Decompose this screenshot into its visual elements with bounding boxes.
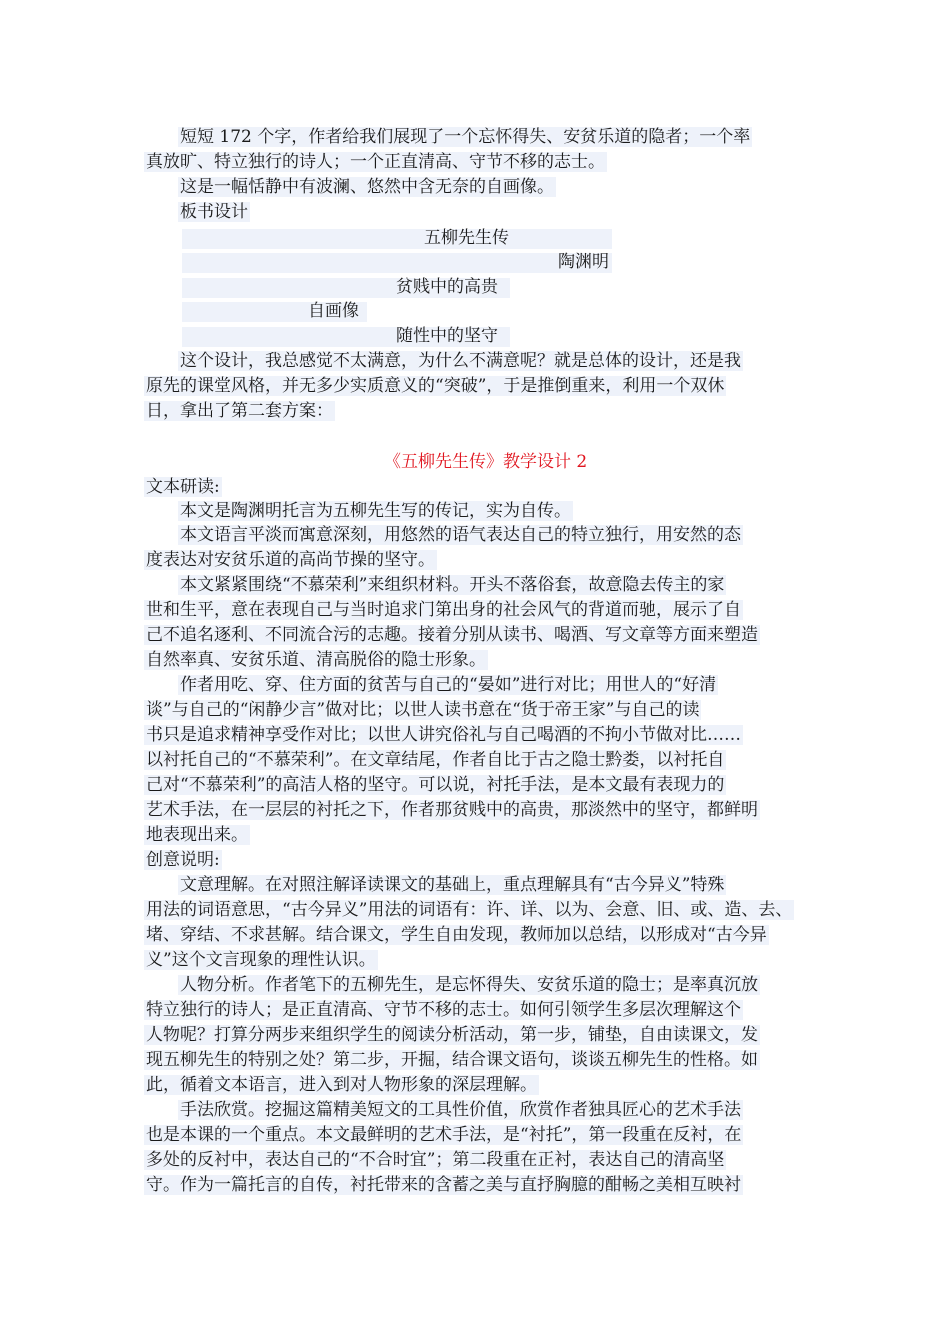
paragraph-line (0, 599, 950, 623)
paragraph-line (0, 350, 950, 374)
text-line: 原先的课堂风格，并无多少实质意义的“突破”，于是推倒重来，利用一个双休 (146, 376, 725, 396)
subheading (0, 476, 950, 500)
text-line: 日，拿出了第二套方案： (146, 401, 333, 421)
text-line: 义”这个文言现象的理性认识。 (146, 950, 376, 970)
text-line: 特立独行的诗人；是正直清高、守节不移的志士。如何引领学生多层次理解这个 (146, 1000, 741, 1020)
text-line: 本文紧紧围绕“不慕荣利”来组织材料。开头不落俗套，故意隐去传主的家 (180, 575, 725, 595)
paragraph-line (0, 699, 950, 723)
text-line: 也是本课的一个重点。本文最鲜明的艺术手法，是“衬托”，第一段重在反衬，在 (146, 1125, 742, 1145)
paragraph-line (0, 400, 950, 424)
paragraph-line (0, 1099, 950, 1123)
board-row (0, 300, 950, 324)
board-author: 陶渊明 (558, 252, 609, 272)
paragraph-line (0, 549, 950, 573)
text-line: 人物分析。作者笔下的五柳先生，是忘怀得失、安贫乐道的隐士；是率真沉放 (180, 975, 758, 995)
board-row (0, 276, 950, 300)
section-title (0, 451, 950, 475)
paragraph-line (0, 674, 950, 698)
paragraph-line (0, 624, 950, 648)
paragraph-line (0, 874, 950, 898)
text-line: 人物呢？打算分两步来组织学生的阅读分析活动，第一步，铺垫，自由读课文，发 (146, 1025, 758, 1045)
paragraph-line (0, 1149, 950, 1173)
paragraph-line (0, 999, 950, 1023)
paragraph-line (0, 524, 950, 548)
text-line: 手法欣赏。挖掘这篇精美短文的工具性价值，欣赏作者独具匠心的艺术手法 (180, 1100, 741, 1120)
highlight-bar (182, 229, 612, 249)
text-line: 守。作为一篇托言的自传，衬托带来的含蓄之美与直抒胸臆的酣畅之美相互映衬 (146, 1175, 741, 1195)
paragraph-line (0, 375, 950, 399)
paragraph-line (0, 1024, 950, 1048)
paragraph-line (0, 574, 950, 598)
paragraph-line (0, 1074, 950, 1098)
paragraph-line (0, 126, 950, 150)
text-line: 以衬托自己的“不慕荣利”。在文章结尾，作者自比于古之隐士黔娄，以衬托自 (146, 750, 725, 770)
paragraph-line (0, 899, 950, 923)
text-line: 自然率真、安贫乐道、清高脱俗的隐士形象。 (146, 650, 486, 670)
paragraph-line (0, 151, 950, 175)
text-line: 现五柳先生的特别之处？第二步，开掘，结合课文语句，谈谈五柳先生的性格。如 (146, 1050, 758, 1070)
text-line: 用法的词语意思，“古今异义”用法的词语有：许、详、以为、会意、旧、或、造、去、 (146, 900, 793, 920)
board-row (0, 227, 950, 251)
paragraph-line (0, 500, 950, 524)
text-line: 堵、穿结、不求甚解。结合课文，学生自由发现，教师加以总结，以形成对“古今异 (146, 925, 767, 945)
paragraph-line (0, 649, 950, 673)
paragraph-line (0, 774, 950, 798)
paragraph-line (0, 749, 950, 773)
board-line: 贫贱中的高贵 (396, 277, 498, 297)
board-title: 五柳先生传 (424, 228, 509, 248)
board-row (0, 325, 950, 349)
text-line: 本文是陶渊明托言为五柳先生写的传记，实为自传。 (180, 501, 571, 521)
text-line: 己不追名逐利、不同流合污的志趣。接着分别从读书、喝酒、写文章等方面来塑造 (146, 625, 758, 645)
paragraph-line (0, 974, 950, 998)
text-line: 板书设计 (180, 202, 248, 222)
paragraph-line (0, 949, 950, 973)
section-title-text: 《五柳先生传》教学设计 2 (384, 452, 588, 472)
text-line: 文本研读: (146, 477, 220, 497)
text-line: 多处的反衬中，表达自己的“不合时宜”；第二段重在正衬，表达自己的清高坚 (146, 1150, 725, 1170)
text-line: 本文语言平淡而寓意深刻，用悠然的语气表达自己的特立独行，用安然的态 (180, 525, 741, 545)
paragraph-line (0, 1049, 950, 1073)
highlight-bar (182, 253, 612, 273)
paragraph-line (0, 924, 950, 948)
text-line: 创意说明: (146, 850, 220, 870)
board-row (0, 251, 950, 275)
text-line: 这个设计，我总感觉不太满意，为什么不满意呢？就是总体的设计，还是我 (180, 351, 741, 371)
text-line: 书只是追求精神享受作对比；以世人讲究俗礼与自己喝酒的不拘小节做对比…… (146, 725, 741, 745)
text-line: 真放旷、特立独行的诗人；一个正直清高、守节不移的志士。 (146, 152, 605, 172)
text-line: 文意理解。在对照注解译读课文的基础上，重点理解具有“古今异义”特殊 (180, 875, 725, 895)
text-line: 度表达对安贫乐道的高尚节操的坚守。 (146, 550, 435, 570)
text-line: 作者用吃、穿、住方面的贫苦与自己的“晏如”进行对比；用世人的“好清 (180, 675, 717, 695)
text-line: 艺术手法，在一层层的衬托之下，作者那贫贱中的高贵，那淡然中的坚守，都鲜明 (146, 800, 758, 820)
text-line: 此，循着文本语言，进入到对人物形象的深层理解。 (146, 1075, 537, 1095)
text-line: 世和生平，意在表现自己与当时追求门第出身的社会风气的背道而驰，展示了自 (146, 600, 741, 620)
paragraph-line (0, 1174, 950, 1198)
paragraph-line (0, 799, 950, 823)
paragraph-line (0, 176, 950, 200)
paragraph-line (0, 1124, 950, 1148)
board-center: 自画像 (308, 301, 359, 321)
text-line: 己对“不慕荣利”的高洁人格的坚守。可以说，衬托手法，是本文最有表现力的 (146, 775, 725, 795)
text-line: 短短 172 个字，作者给我们展现了一个忘怀得失、安贫乐道的隐者；一个率 (180, 127, 751, 147)
text-line: 谈”与自己的“闲静少言”做对比；以世人读书意在“货于帝王家”与自己的读 (146, 700, 700, 720)
text-line: 这是一幅恬静中有波澜、悠然中含无奈的自画像。 (180, 177, 554, 197)
board-heading (0, 201, 950, 225)
paragraph-line (0, 824, 950, 848)
board-line: 随性中的坚守 (396, 326, 498, 346)
subheading (0, 849, 950, 873)
paragraph-line (0, 724, 950, 748)
text-line: 地表现出来。 (146, 825, 248, 845)
